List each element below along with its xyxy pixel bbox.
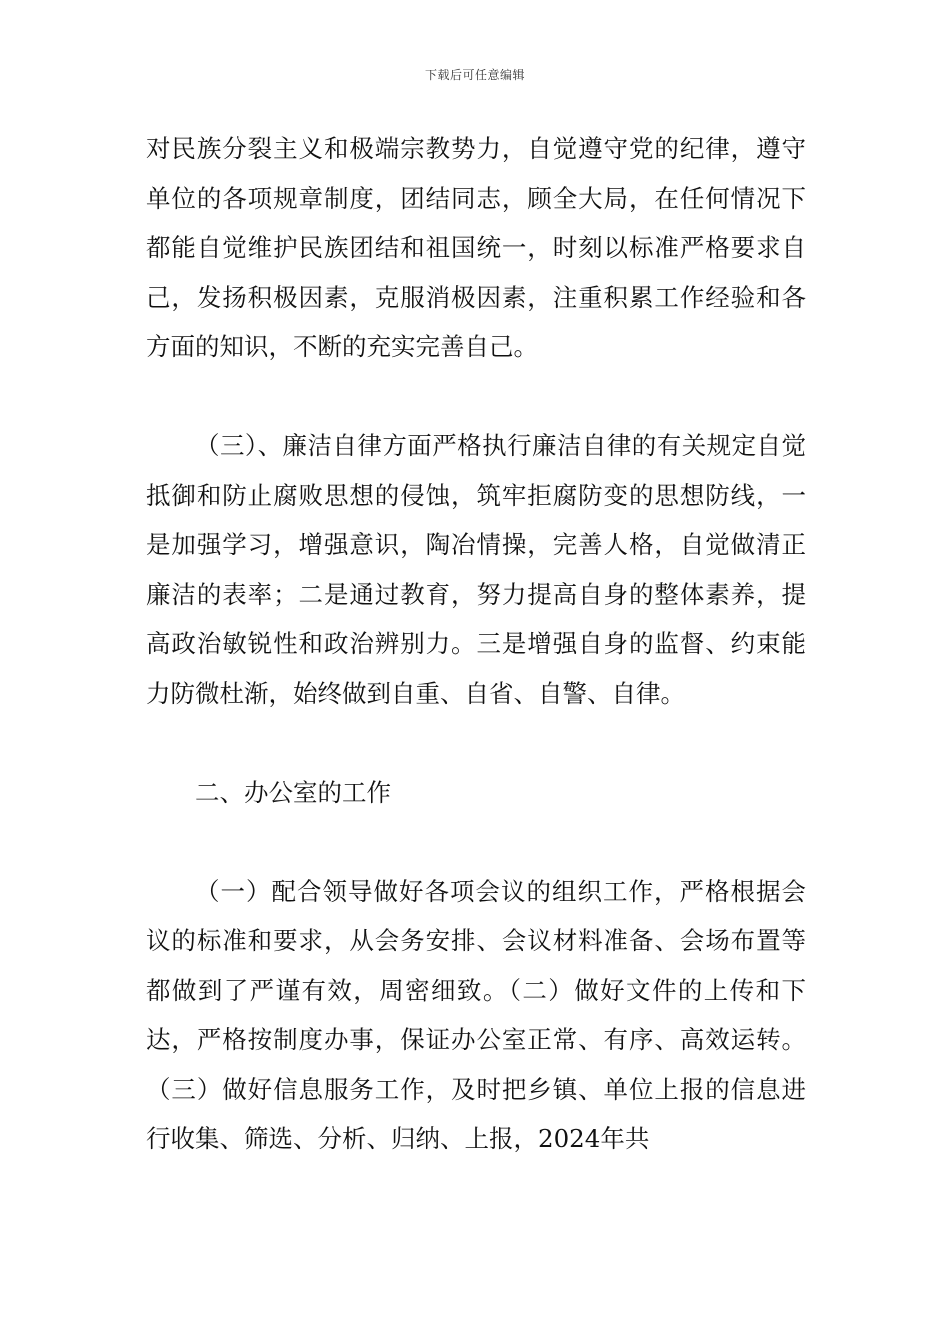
paragraph-office-work-details: （一）配合领导做好各项会议的组织工作，严格根据会议的标准和要求，从会务安排、会议材料准备、会场布置等都做到了严谨有效，周密细致。（二）做好文件的上传和下达，严格按制度办事，保证办公室正常、有序、高效运转。（三）做好信息服务工作，及时把乡镇、单位上报的信息进行收集、筛选、分析、归纳、上报，2024年共: [146, 876, 806, 1153]
document-body: [146, 124, 806, 1164]
paragraph-integrity-self-discipline: （三）、廉洁自律方面严格执行廉洁自律的有关规定自觉抵御和防止腐败思想的侵蚀，筑牢拒腐防变的思想防线，一是加强学习，增强意识，陶冶情操，完善人格，自觉做清正廉洁的表率；二是通过教育，努力提高自身的整体素养，提高政治敏锐性和政治辨别力。三是增强自身的监督、约束能力防微杜渐，始终做到自重、自省、自警、自律。: [146, 431, 806, 708]
paragraph-continuation: 对民族分裂主义和极端宗教势力，自觉遵守党的纪律，遵守单位的各项规章制度，团结同志，顾全大局，在任何情况下都能自觉维护民族团结和祖国统一，时刻以标准严格要求自己，发扬积极因素，克服消极因素，注重积累工作经验和各方面的知识，不断的充实完善自己。: [146, 134, 806, 361]
section-heading-office-work: 二、办公室的工作: [195, 777, 391, 807]
page-header-note: 下载后可任意编辑: [424, 68, 525, 82]
